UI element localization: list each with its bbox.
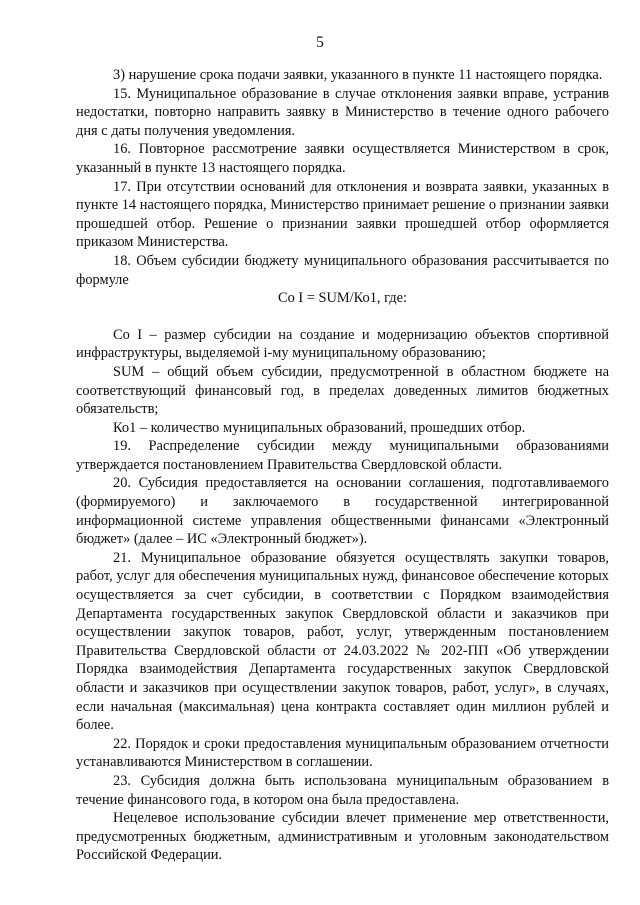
definition-ko1: Ко1 – количество муниципальных образований, прошедших отбор. [113,419,526,436]
paragraph-item-3: 3) нарушение срока подачи заявки, указанного в пункте 11 настоящего порядка. [113,67,603,83]
paragraph-21: 21. Муниципальное образование обязуется осуществлять закупки товаров, работ, услуг для обеспечения муниципальных нужд, финансовое обеспечение которых осуществляется за счет субсидии, в соответствии с Порядком взаимодействия Департамента государственных закупок Свердловской области и заказчиков при осуществлении закупок товаров, работ, услуг, утвержденным постановлением Правительства Свердловской области от 24.03.2022 № 202-ПП «Об утверждении Порядка взаимодействия Департамента государственных закупок Свердловской области и заказчиков при осуществлении закупок товаров, работ, услуг», в случаях, если начальная (максимальная) цена контракта составляет один миллион рублей и более. [76,549,609,734]
document-body [76,66,609,865]
paragraph-20: 20. Субсидия предоставляется на основании соглашения, подготавливаемого (формируемого) и заключаемого в государственной интегрированной информационной системе управления общественными финансами «Электронный бюджет» (далее – ИС «Электронный бюджет»). [76,475,609,548]
paragraph-19: 19. Распределение субсидии между муниципальными образованиями утверждается постановлением Правительства Свердловской области. [76,438,609,473]
definition-co-i: Со I – размер субсидии на создание и модернизацию объектов спортивной инфраструктуры, выделяемой i-му муниципальному образованию; [76,326,609,362]
paragraph-18: 18. Объем субсидии бюджету муниципального образования рассчитывается по формуле [76,252,609,288]
paragraph-17: 17. При отсутствии оснований для отклонения и возврата заявки, указанных в пункте 14 настоящего порядка, Министерство принимает решение о признании заявки прошедшей отбор. Решение о признании заявки прошедшей отбор оформляется приказом Министерства. [76,178,609,251]
definition-sum: SUM – общий объем субсидии, предусмотренной в областном бюджете на соответствующий финансовый год, в пределах доведенных лимитов бюджетных обязательств; [76,363,609,418]
subsidy-formula: Со I = SUM/Ко1, где: [277,290,408,307]
paragraph-22: 22. Порядок и сроки предоставления муниципальным образованием отчетности устанавливаются Министерством в соглашении. [76,735,609,771]
paragraph-15: 15. Муниципальное образование в случае отклонения заявки вправе, устранив недостатки, повторно направить заявку в Министерство в течение одного рабочего дня с даты получения уведомления. [76,85,609,139]
paragraph-16: 16. Повторное рассмотрение заявки осуществляется Министерством в срок, указанный в пункте 13 настоящего порядка. [76,141,609,176]
paragraph-misuse-liability: Нецелевое использование субсидии влечет применение мер ответственности, предусмотренных бюджетным, административным и уголовным законодательством Российской Федерации. [76,810,609,864]
page-number: 5 [316,34,324,51]
paragraph-23: 23. Субсидия должна быть использована муниципальным образованием в течение финансового года, в котором она была предоставлена. [76,772,609,808]
